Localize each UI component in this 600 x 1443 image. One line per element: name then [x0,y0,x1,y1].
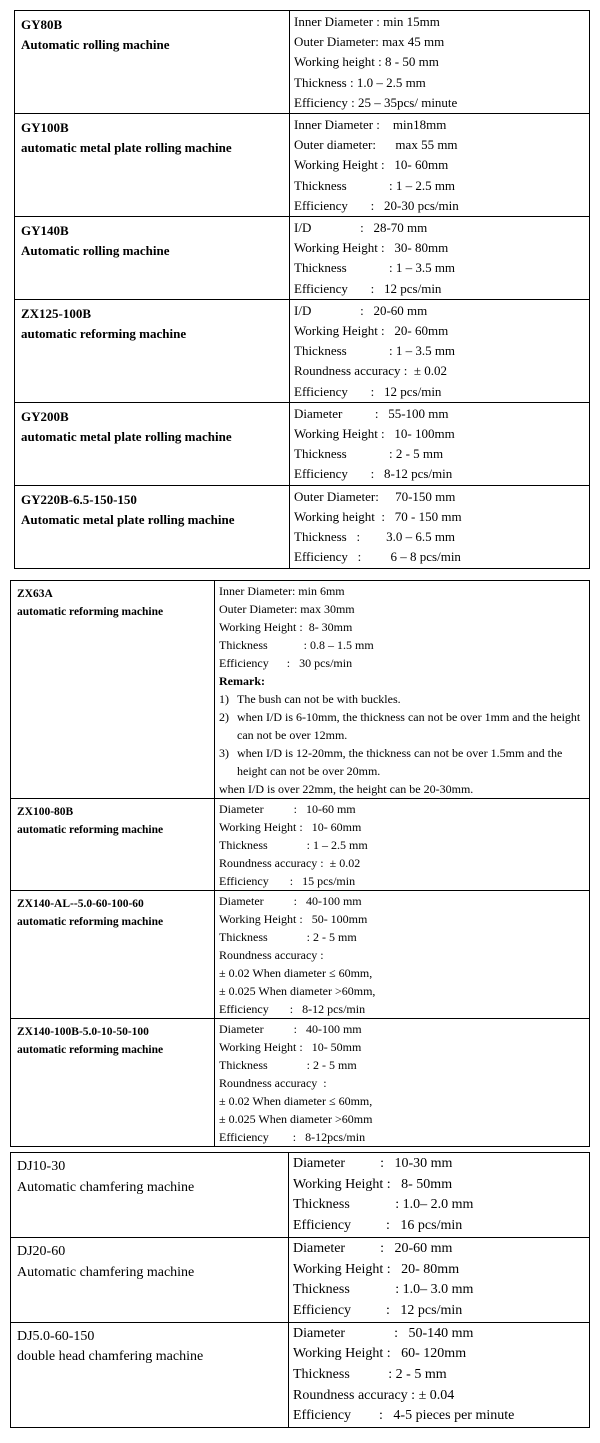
spec-line: Efficiency : 16 pcs/min [293,1218,463,1234]
spec-line: Working Height : 10- 50mm [219,1040,362,1054]
table-row [15,485,590,568]
model-code: ZX140-AL--5.0-60-100-60 [17,898,144,910]
spec-line: Thickness : 1 – 3.5 mm [294,260,456,276]
table-row [15,299,590,402]
spec-line: Working Height : 10- 60mm [294,157,449,173]
spec-line: Thickness : 1 – 2.5 mm [219,838,368,852]
spec-cell [289,1322,590,1428]
spec-line: Thickness : 1.0– 3.0 mm [293,1282,474,1298]
remark-item [219,744,585,780]
spec-line: Efficiency : 8-12 pcs/min [294,466,453,482]
spec-line: ± 0.02 When diameter ≤ 60mm, [219,1094,373,1108]
spec-line: ± 0.025 When diameter >60mm [219,1112,373,1126]
spec-cell [290,299,590,402]
table-row [11,1019,590,1147]
spec-line: ± 0.02 When diameter ≤ 60mm, [219,966,373,980]
spec-line: Efficiency : 12 pcs/min [294,383,442,399]
spec-line: Working Height : 50- 100mm [219,912,368,926]
machine-type: automatic reforming machine [17,1044,164,1056]
table-row [11,1153,590,1238]
remark-number: 3) [219,746,229,760]
spec-line: Diameter : 40-100 mm [219,1022,362,1036]
spec-cell [215,799,590,891]
remark-number: 2) [219,710,229,724]
spec-line: Thickness : 2 - 5 mm [294,446,444,462]
spec-line: Diameter : 10-30 mm [293,1156,453,1171]
table-row [15,114,590,217]
machine-type: Automatic rolling machine [21,243,170,259]
spec-line: Working Height : 30- 80mm [294,240,449,256]
spec-cell [290,114,590,217]
remark-item [219,690,585,708]
spec-line: Efficiency : 8-12pcs/min [219,1130,366,1144]
model-cell [15,11,290,114]
spec-line: Working Height : 20- 60mm [294,323,449,339]
model-cell [15,485,290,568]
machine-type: Automatic chamfering machine [17,1179,195,1195]
spec-line: Thickness : 2 - 5 mm [219,1058,357,1072]
spec-line: Diameter : 50-140 mm [293,1325,474,1341]
spec-line: Roundness accuracy : ± 0.02 [294,363,447,379]
spec-line: Roundness accuracy : [219,948,324,962]
spec-line: Inner Diameter: min 6mm [219,584,345,598]
spec-cell [290,402,590,485]
spec-line: Thickness : 1 – 2.5 mm [294,177,456,193]
model-code: DJ20-60 [17,1243,66,1259]
spec-cell [215,891,590,1019]
model-cell [11,891,215,1019]
spec-line: Thickness : 1.0– 2.0 mm [293,1197,474,1213]
table-row [11,1237,590,1322]
rolling-machine-table [14,10,590,569]
model-cell [15,217,290,300]
spec-line: Efficiency : 12 pcs/min [293,1302,463,1318]
model-code: ZX125-100B [21,305,92,321]
spec-line: Inner Diameter : min 15mm [294,14,440,29]
spec-line: Efficiency : 20-30 pcs/min [294,197,459,213]
spec-line: Thickness : 1 – 3.5 mm [294,343,456,359]
machine-type: Automatic chamfering machine [17,1264,195,1280]
spec-cell [215,581,590,799]
model-cell [11,1322,289,1428]
machine-type: automatic metal plate rolling machine [21,140,232,156]
spec-line: Working height : 8 - 50 mm [294,54,439,70]
spec-line: Efficiency : 6 – 8 pcs/min [294,549,461,565]
spec-line: Thickness : 2 - 5 mm [293,1367,447,1383]
model-code: ZX100-80B [17,806,74,818]
remark-text: The bush can not be with buckles. [237,692,401,706]
spec-line: Diameter : 55-100 mm [294,405,449,421]
spec-line: Working height : 70 - 150 mm [294,508,462,524]
machine-type: automatic reforming machine [17,824,164,836]
model-code: GY100B [21,120,69,136]
spec-line: Thickness : 2 - 5 mm [219,930,357,944]
spec-line: I/D : 28-70 mm [294,220,428,236]
spec-cell [290,485,590,568]
table-row [15,402,590,485]
machine-type: automatic reforming machine [17,606,164,618]
model-cell [11,1237,289,1322]
spec-line: Roundness accuracy : ± 0.04 [293,1387,455,1403]
remark-number: 1) [219,692,229,706]
model-code: ZX63A [17,588,53,600]
spec-line: Efficiency : 8-12 pcs/min [219,1002,366,1016]
model-code: DJ10-30 [17,1159,66,1174]
model-cell [15,114,290,217]
spec-cell [290,217,590,300]
spec-line: Working Height : 60- 120mm [293,1346,467,1362]
spec-line: Diameter : 20-60 mm [293,1240,453,1256]
remark-label: Remark: [219,674,265,688]
model-code: ZX140-100B-5.0-10-50-100 [17,1026,149,1038]
spec-line: Working Height : 8- 30mm [219,620,353,634]
spec-line: Outer Diameter: max 30mm [219,602,355,616]
spec-cell [290,11,590,114]
chamfering-machine-table [10,1152,590,1428]
spec-line: Roundness accuracy : ± 0.02 [219,856,361,870]
remark-text: when I/D is 12-20mm, the thickness can not be over 1.5mm and the height can not be over 20mm. [237,746,563,778]
spec-line: Roundness accuracy : [219,1076,327,1090]
model-code: DJ5.0-60-150 [17,1328,95,1344]
model-cell [15,402,290,485]
spec-line: Efficiency : 15 pcs/min [219,874,356,888]
model-code: GY140B [21,223,69,239]
model-cell [15,299,290,402]
table-row [11,799,590,891]
model-code: GY220B-6.5-150-150 [21,491,137,507]
table-row [11,581,590,799]
spec-line: Working Height : 10- 100mm [294,426,455,442]
spec-line: Working Height : 20- 80mm [293,1261,460,1277]
spec-line: Efficiency : 4-5 pieces per minute [293,1408,515,1424]
table-row [11,891,590,1019]
model-cell [11,1153,289,1238]
remark-item [219,708,585,744]
spec-line: Working Height : 10- 60mm [219,820,362,834]
spec-line: ± 0.025 When diameter >60mm, [219,984,376,998]
machine-type: automatic reforming machine [21,326,187,342]
model-code: GY200B [21,408,69,424]
spec-line: Thickness : 1.0 – 2.5 mm [294,74,426,90]
spec-line: Thickness : 3.0 – 6.5 mm [294,529,456,545]
remark-text: when I/D is 6-10mm, the thickness can not be over 1mm and the height can not be over 12mm. [237,710,581,742]
spec-line: Outer diameter: max 55 mm [294,137,458,153]
spec-cell [215,1019,590,1147]
spec-line: Diameter : 40-100 mm [219,894,362,908]
model-cell [11,1019,215,1147]
spec-line: Inner Diameter : min18mm [294,117,447,133]
spec-line: Efficiency : 30 pcs/min [219,656,353,670]
spec-line: Diameter : 10-60 mm [219,802,356,816]
table-row [11,1322,590,1428]
machine-type: automatic metal plate rolling machine [21,429,232,445]
remark-tail: when I/D is over 22mm, the height can be 20-30mm. [219,782,474,796]
model-code: GY80B [21,17,63,32]
reforming-machine-table [10,580,590,1147]
machine-type: Automatic metal plate rolling machine [21,511,235,527]
spec-cell [289,1237,590,1322]
spec-line: Outer Diameter: 70-150 mm [294,488,456,504]
table-row [15,11,590,114]
machine-type: Automatic rolling machine [21,37,170,53]
spec-line: Efficiency : 25 – 35pcs/ minute [294,94,458,110]
model-cell [11,581,215,799]
spec-line: Working Height : 8- 50mm [293,1176,453,1192]
spec-line: Thickness : 0.8 – 1.5 mm [219,638,374,652]
machine-type: double head chamfering machine [17,1349,204,1365]
spec-line: Outer Diameter: max 45 mm [294,34,445,50]
model-cell [11,799,215,891]
spec-cell [289,1153,590,1238]
spec-line: Efficiency : 12 pcs/min [294,280,442,296]
table-row [15,217,590,300]
spec-line: I/D : 20-60 mm [294,302,428,318]
machine-type: automatic reforming machine [17,916,164,928]
